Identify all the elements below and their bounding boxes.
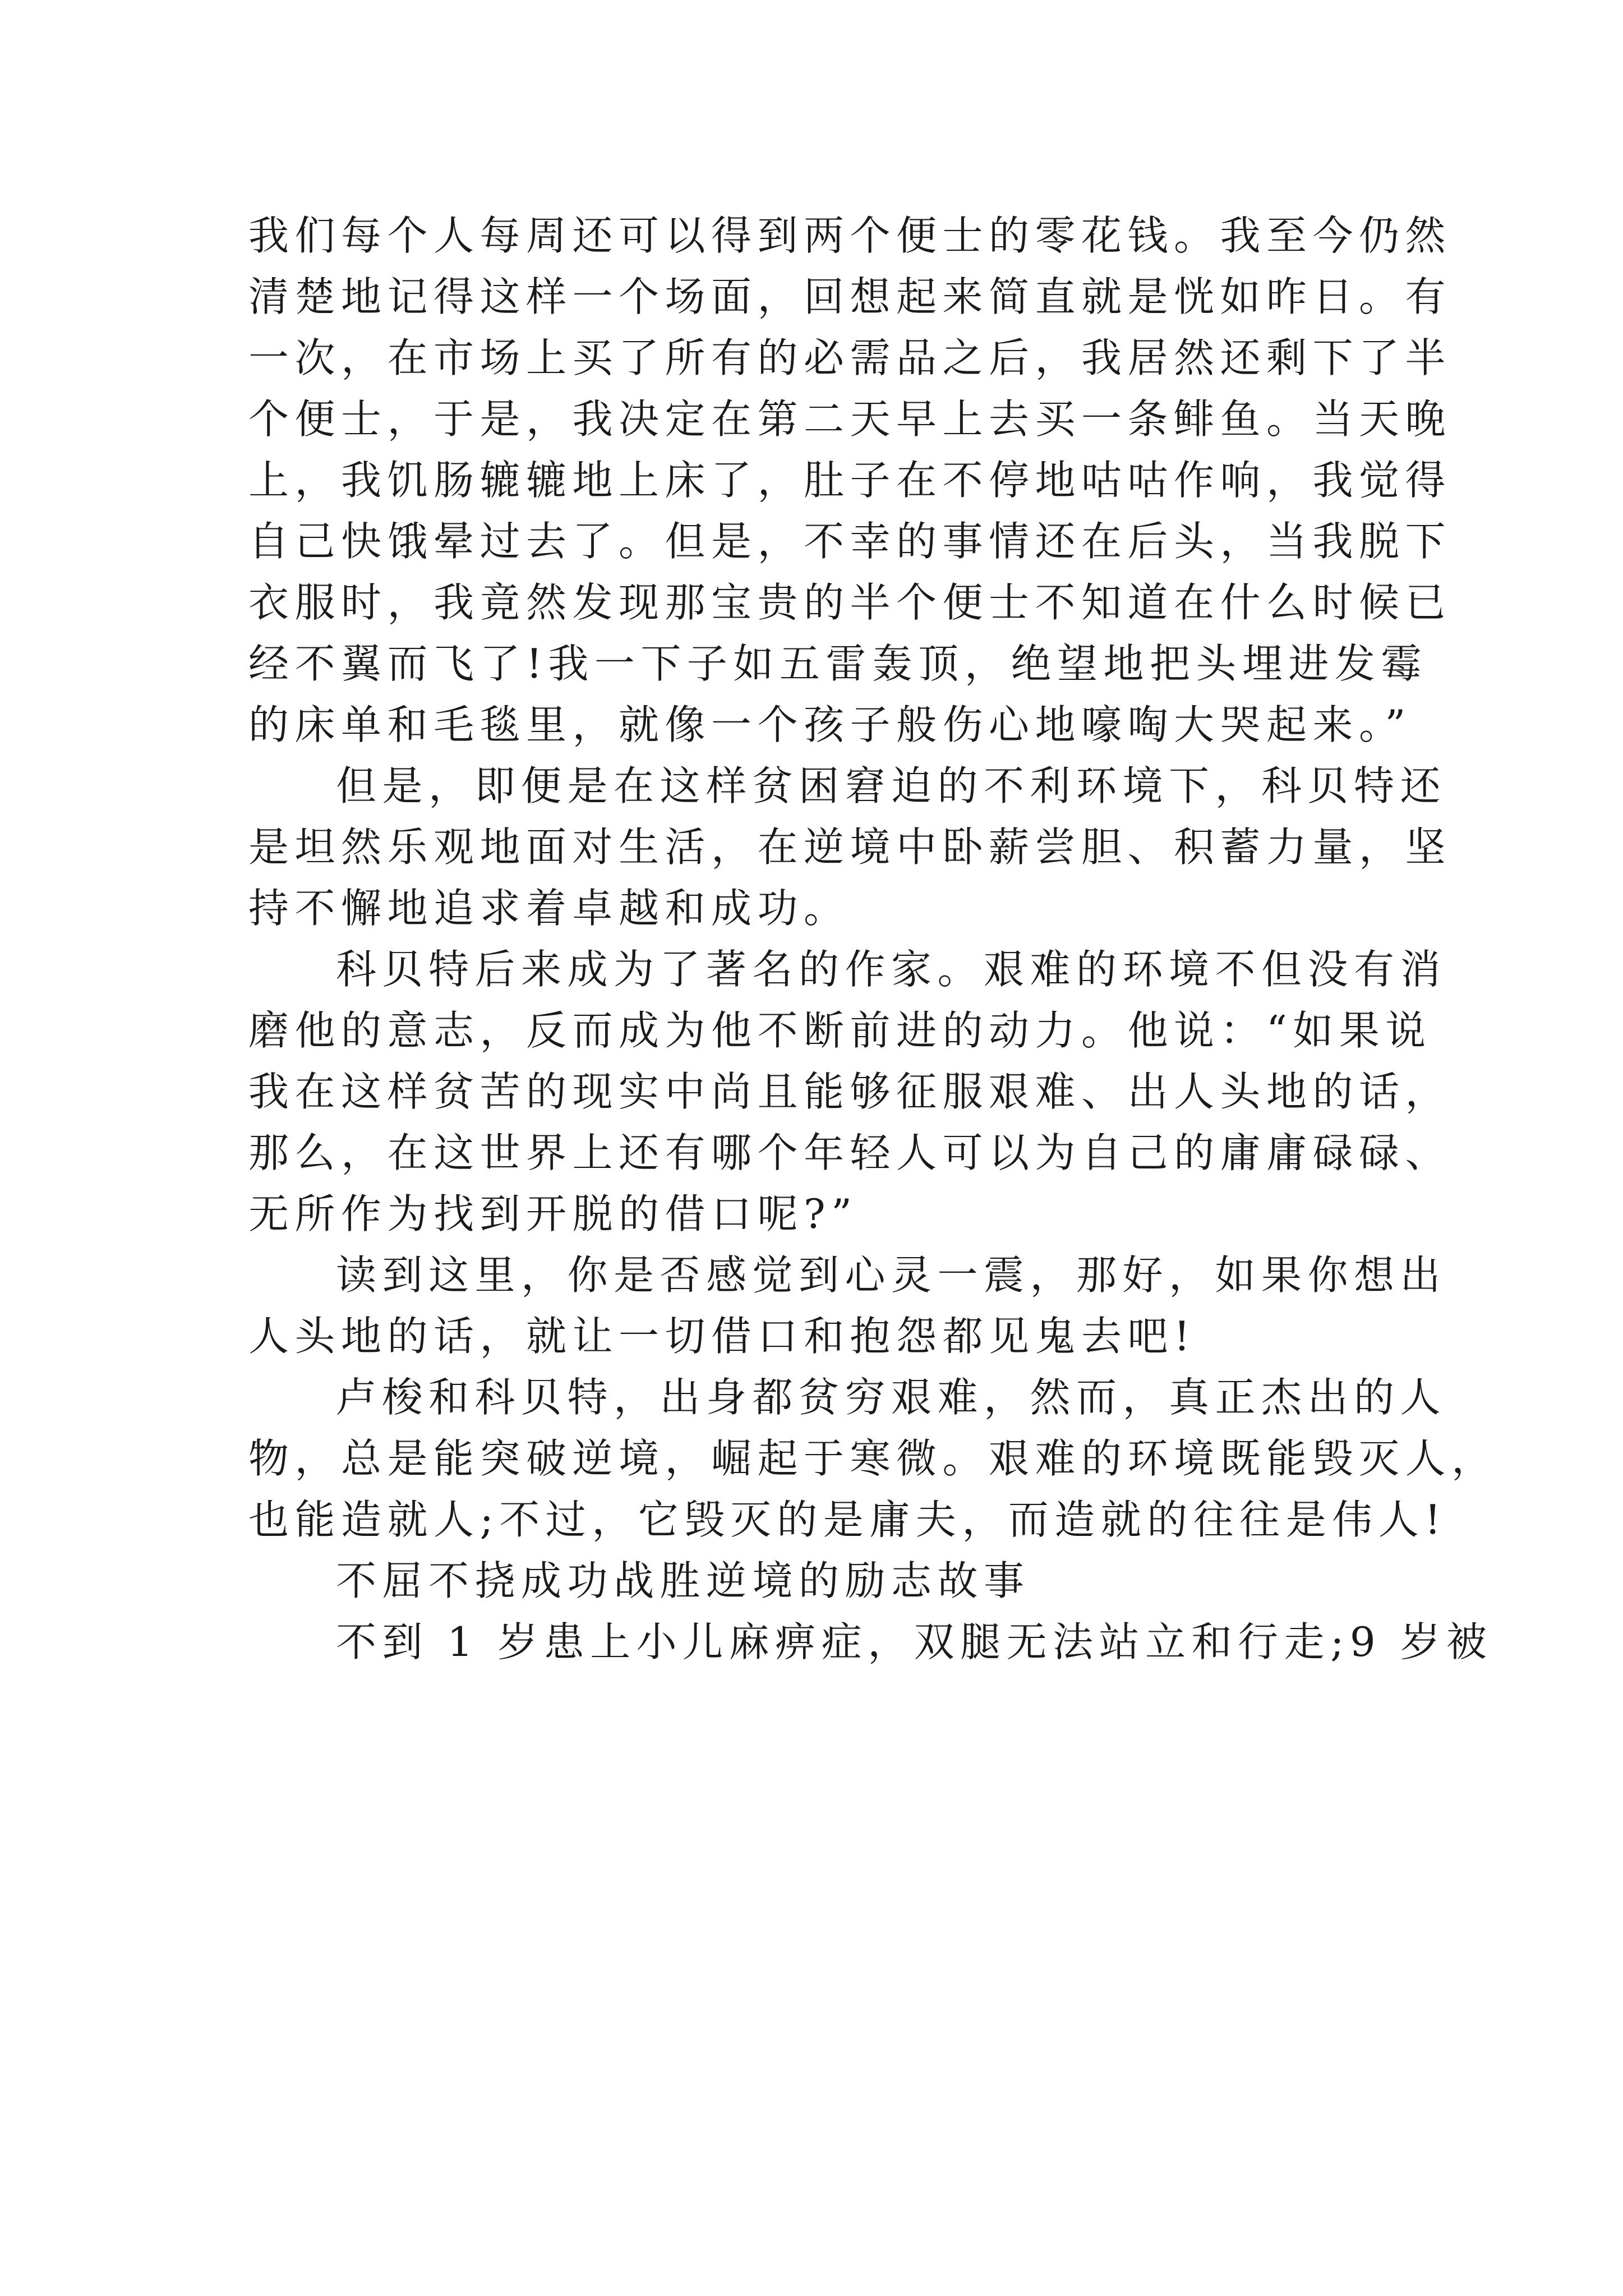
text-line: 清楚地记得这样一个场面，回想起来简直就是恍如昨日。有	[248, 273, 1452, 320]
text-line: 也能造就人;不过，它毁灭的是庸夫，而造就的往往是伟人!	[248, 1496, 1447, 1543]
text-line: 我们每个人每周还可以得到两个便士的零花钱。我至今仍然	[248, 212, 1452, 259]
text-line: 但是，即便是在这样贫困窘迫的不利环境下，科贝特还	[336, 762, 1447, 809]
paragraph-reader-address	[248, 1245, 1447, 1367]
text-line: 个便士，于是，我决定在第二天早上去买一条鲱鱼。当天晚	[248, 395, 1452, 443]
paragraph-conclusion	[248, 1367, 1498, 1550]
paragraph-new-story	[248, 1612, 1493, 1673]
document-body	[248, 205, 1498, 1673]
text-line: 卢梭和科贝特，出身都贫穷艰难，然而，真正杰出的人	[336, 1374, 1447, 1421]
text-line: 是坦然乐观地面对生活，在逆境中卧薪尝胆、积蓄力量，坚	[248, 823, 1452, 871]
paragraph-optimism	[248, 756, 1452, 939]
text-line: 衣服时，我竟然发现那宝贵的半个便士不知道在什么时候已	[248, 579, 1452, 626]
text-line: 上，我饥肠辘辘地上床了，肚子在不停地咕咕作响，我觉得	[248, 457, 1452, 504]
text-line: 科贝特后来成为了著名的作家。艰难的环境不但没有消	[336, 946, 1447, 993]
text-line: 不到 1 岁患上小儿麻痹症，双腿无法站立和行走;9 岁被	[336, 1618, 1493, 1665]
text-line: 经不翼而飞了!我一下子如五雷轰顶，绝望地把头埋进发霉	[248, 640, 1427, 687]
text-line: 无所作为找到开脱的借口呢?”	[248, 1190, 858, 1237]
paragraph-quote-continuation	[248, 205, 1452, 756]
text-line: 人头地的话，就让一切借口和抱怨都见鬼去吧!	[248, 1313, 1196, 1360]
paragraph-section-heading	[248, 1550, 1387, 1612]
text-line: 那么，在这世界上还有哪个年轻人可以为自己的庸庸碌碌、	[248, 1129, 1452, 1176]
text-line: 持不懈地追求着卓越和成功。	[248, 885, 850, 932]
text-line: 不屈不挠成功战胜逆境的励志故事	[336, 1557, 1030, 1604]
text-line: 一次，在市场上买了所有的必需品之后，我居然还剩下了半	[248, 334, 1452, 381]
text-line: 自己快饿晕过去了。但是，不幸的事情还在后头，当我脱下	[248, 518, 1452, 565]
text-line: 磨他的意志，反而成为他不断前进的动力。他说：“如果说	[248, 1007, 1432, 1054]
text-line: 的床单和毛毯里，就像一个孩子般伤心地嚎啕大哭起来。”	[248, 701, 1412, 748]
paragraph-became-writer	[248, 939, 1452, 1245]
text-line: 我在这样贫苦的现实中尚且能够征服艰难、出人头地的话，	[248, 1068, 1452, 1115]
text-line: 读到这里，你是否感觉到心灵一震，那好，如果你想出	[336, 1251, 1447, 1299]
text-line: 物，总是能突破逆境，崛起于寒微。艰难的环境既能毁灭人，	[248, 1435, 1498, 1482]
